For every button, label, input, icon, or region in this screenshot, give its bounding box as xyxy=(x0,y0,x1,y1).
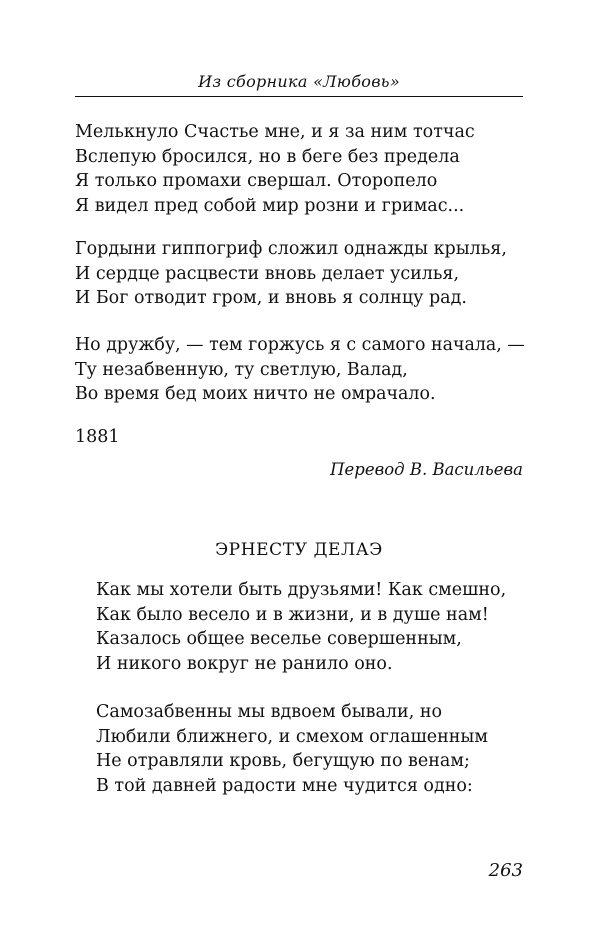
poem2-stanza-2 xyxy=(96,700,488,798)
verse-line: И сердце расцвести вновь делает усилья, xyxy=(75,263,460,284)
verse-line: И Бог отводит гром, и вновь я солнцу рад. xyxy=(75,288,467,308)
running-header: Из сборника «Любовь» xyxy=(198,72,400,91)
poem1-stanza-3 xyxy=(75,333,525,407)
verse-line: Но дружбу, — тем горжусь я с самого начала, — xyxy=(75,335,525,355)
verse-line: И никого вокруг не ранило оно. xyxy=(96,653,393,674)
poem1-stanza-1 xyxy=(75,120,475,218)
verse-line: Я видел пред собой мир розни и гримас... xyxy=(75,195,465,216)
poem-year: 1881 xyxy=(75,427,120,447)
verse-line: Самозабвенны мы вдвоем бывали, но xyxy=(96,702,443,722)
verse-line: Как мы хотели быть друзьями! Как смешно, xyxy=(96,580,507,600)
translator-credit: Перевод В. Васильева xyxy=(330,460,523,479)
verse-line: Вслепую бросился, но в беге без предела xyxy=(75,146,460,167)
poem1-stanza-2 xyxy=(75,237,507,311)
verse-line: Казалось общее веселье совершенным, xyxy=(96,629,462,649)
verse-line: Гордыни гиппогриф сложил однажды крылья, xyxy=(75,239,507,259)
poem-title: ЭРНЕСТУ ДЕЛАЭ xyxy=(215,540,383,560)
verse-line: Как было весело и в жизни, и в душе нам! xyxy=(96,604,489,625)
verse-line: Не отравляли кровь, бегущую по венам; xyxy=(96,751,470,771)
verse-line: Любили ближнего, и смехом оглашенным xyxy=(96,726,488,747)
verse-line: Во время бед моих ничто не омрачало. xyxy=(75,384,436,404)
verse-line: Ту незабвенную, ту светлую, Валад, xyxy=(75,359,408,380)
verse-line: В той давней радости мне чудится одно: xyxy=(96,775,473,796)
header-rule xyxy=(75,96,523,97)
page-number: 263 xyxy=(488,860,523,881)
poem2-stanza-1 xyxy=(96,578,506,676)
verse-line: Мелькнуло Счастье мне, и я за ним тотчас xyxy=(75,122,475,142)
verse-line: Я только промахи свершал. Оторопело xyxy=(75,171,438,191)
